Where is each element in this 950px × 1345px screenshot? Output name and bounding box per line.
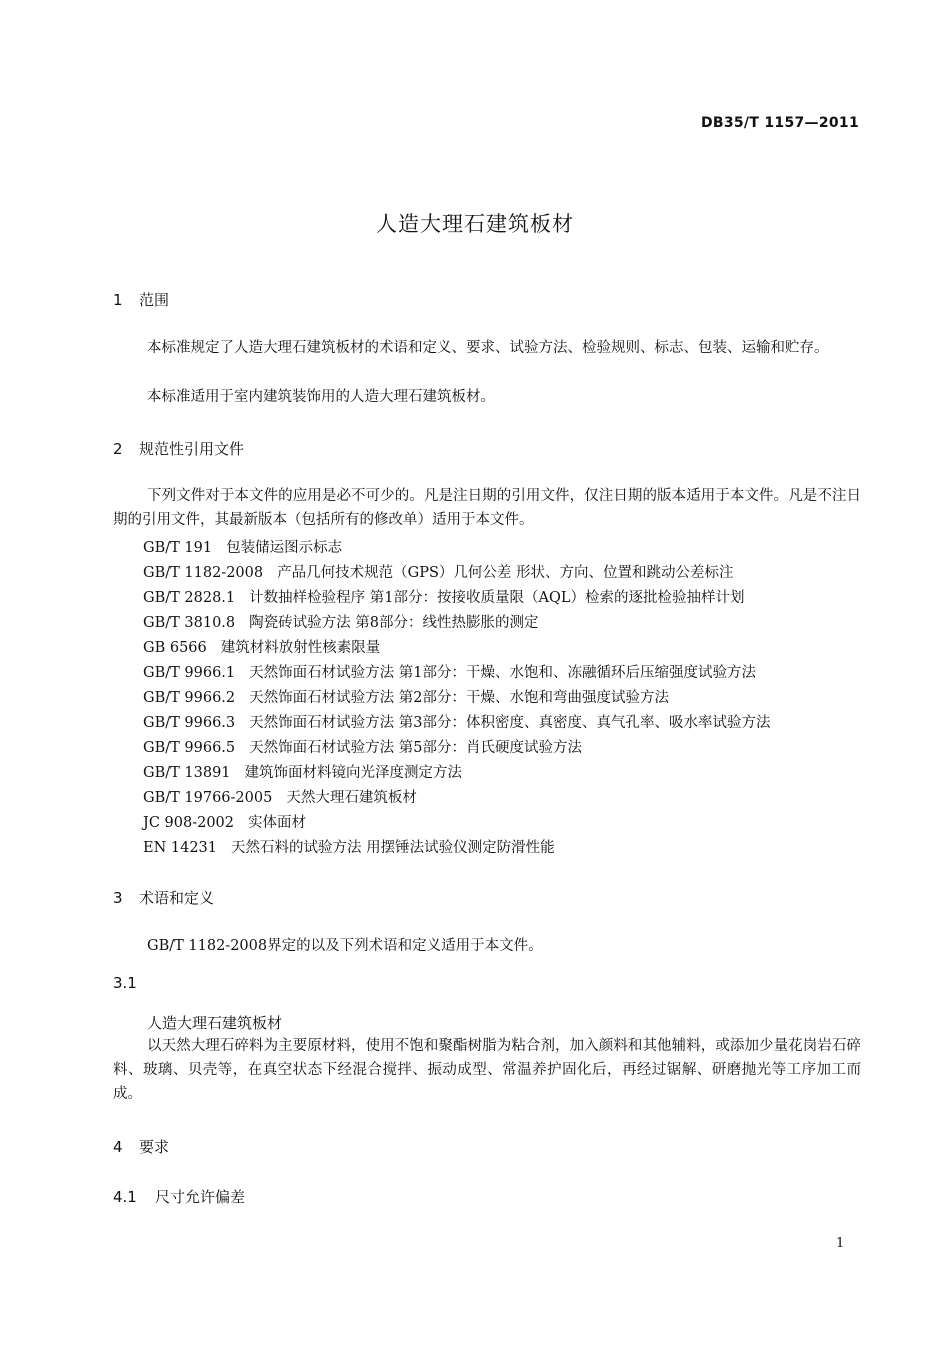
terms-intro-paragraph: GB/T 1182-2008界定的以及下列术语和定义适用于本文件。 — [147, 938, 543, 954]
reference-title: 计数抽样检验程序 第1部分：按接收质量限（AQL）检索的逐批检验抽样计划 — [249, 590, 745, 606]
reference-title: 天然饰面石材试验方法 第5部分：肖氏硬度试验方法 — [249, 740, 582, 756]
reference-item — [143, 686, 770, 711]
section-number: 4.1 — [113, 1188, 137, 1206]
section-title: 规范性引用文件 — [139, 440, 245, 458]
scope-paragraph-1: 本标准规定了人造大理石建筑板材的术语和定义、要求、试验方法、检验规则、标志、包装、运输和贮存。 — [147, 340, 829, 356]
reference-code: GB/T 9966.3 — [143, 715, 236, 731]
reference-code: GB/T 13891 — [143, 765, 231, 781]
section-number: 4 — [113, 1138, 123, 1156]
reference-title: 实体面材 — [248, 815, 306, 831]
subsection-4-1-heading — [113, 1186, 245, 1207]
references-intro-paragraph: 下列文件对于本文件的应用是必不可少的。凡是注日期的引用文件，仅注日期的版本适用于本文件。凡是不注日期的引用文件，其最新版本（包括所有的修改单）适用于本文件。 — [113, 488, 861, 528]
reference-item — [143, 836, 770, 861]
reference-title: 天然饰面石材试验方法 第2部分：干燥、水饱和弯曲强度试验方法 — [249, 690, 669, 706]
reference-code: GB/T 191 — [143, 540, 213, 556]
reference-title: 建筑材料放射性核素限量 — [220, 640, 381, 656]
page-title: 人造大理石建筑板材 — [376, 212, 574, 236]
section-number: 3 — [113, 889, 123, 907]
section-title: 范围 — [139, 291, 170, 309]
reference-code: JC 908-2002 — [143, 815, 234, 831]
reference-item — [143, 611, 770, 636]
section-3-heading — [113, 887, 214, 908]
section-4-heading — [113, 1136, 169, 1157]
reference-title: 天然石料的试验方法 用摆锤法试验仪测定防滑性能 — [231, 840, 555, 856]
reference-code: GB/T 9966.5 — [143, 740, 236, 756]
reference-item — [143, 711, 770, 736]
reference-code: GB/T 1182-2008 — [143, 565, 264, 581]
section-title: 术语和定义 — [139, 889, 215, 907]
term-definition-paragraph: 以天然大理石碎料为主要原材料，使用不饱和聚酯树脂为粘合剂，加入颜料和其他辅料，或添加少量花岗岩石碎料、玻璃、贝壳等，在真空状态下经混合搅拌、振动成型、常温养护固化后，再经过锯解、研磨抛光等工序加工而成。 — [113, 1038, 861, 1102]
subsection-3-1-number: 3.1 — [113, 974, 137, 992]
reference-code: EN 14231 — [143, 840, 218, 856]
reference-item — [143, 536, 770, 561]
document-code: DB35/T 1157—2011 — [700, 115, 859, 131]
reference-code: GB/T 2828.1 — [143, 590, 236, 606]
reference-code: GB 6566 — [143, 640, 207, 656]
normative-references-list — [143, 536, 770, 861]
reference-title: 天然大理石建筑板材 — [286, 790, 417, 806]
reference-title: 陶瓷砖试验方法 第8部分：线性热膨胀的测定 — [249, 615, 539, 631]
section-number: 1 — [113, 291, 123, 309]
section-title: 尺寸允许偏差 — [155, 1188, 246, 1206]
reference-item — [143, 561, 770, 586]
reference-title: 天然饰面石材试验方法 第1部分：干燥、水饱和、冻融循环后压缩强度试验方法 — [249, 665, 756, 681]
reference-item — [143, 636, 770, 661]
reference-code: GB/T 3810.8 — [143, 615, 236, 631]
reference-item — [143, 761, 770, 786]
section-1-heading — [113, 289, 169, 310]
section-title: 要求 — [139, 1138, 170, 1156]
reference-title: 天然饰面石材试验方法 第3部分：体积密度、真密度、真气孔率、吸水率试验方法 — [249, 715, 771, 731]
reference-item — [143, 736, 770, 761]
reference-title: 产品几何技术规范（GPS）几何公差 形状、方向、位置和跳动公差标注 — [277, 565, 734, 581]
reference-code: GB/T 9966.2 — [143, 690, 236, 706]
reference-title: 建筑饰面材料镜向光泽度测定方法 — [244, 765, 463, 781]
reference-item — [143, 586, 770, 611]
section-number: 2 — [113, 440, 123, 458]
term-name: 人造大理石建筑板材 — [147, 1014, 283, 1032]
page-number: 1 — [836, 1236, 845, 1251]
scope-paragraph-2: 本标准适用于室内建筑装饰用的人造大理石建筑板材。 — [147, 389, 495, 405]
reference-item — [143, 811, 770, 836]
reference-title: 包装储运图示标志 — [226, 540, 343, 556]
reference-item — [143, 786, 770, 811]
reference-code: GB/T 19766-2005 — [143, 790, 273, 806]
reference-code: GB/T 9966.1 — [143, 665, 236, 681]
section-2-heading — [113, 438, 244, 459]
reference-item — [143, 661, 770, 686]
